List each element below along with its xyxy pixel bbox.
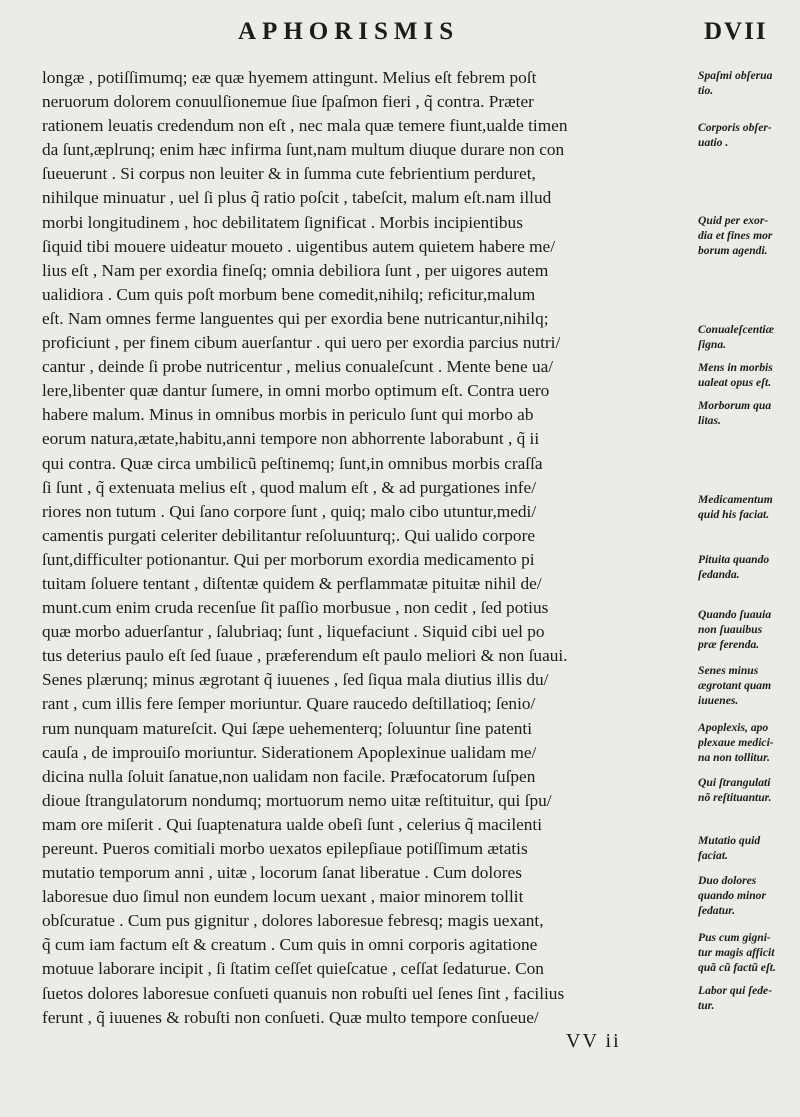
margin-note-line: Pus cum gigni-: [698, 931, 771, 944]
margin-note: [698, 120, 800, 150]
margin-note-line: tio.: [698, 84, 714, 97]
text-line: laboresue duo ſimul non eundem locum uexant , maior minorem tollit: [42, 887, 524, 907]
margin-note-line: Morborum qua: [698, 399, 772, 412]
text-line: camentis purgati celeriter debilitantur reſoluunturq;. Qui ualido corpore: [42, 525, 535, 545]
text-line: quæ morbo aduerſantur , ſalubriaq; ſunt , liquefaciunt . Siquid cibi uel po: [42, 622, 545, 642]
margin-note-line: Qui ſtrangulati: [698, 776, 771, 789]
margin-note: [698, 322, 800, 352]
text-line: cantur , deinde ſi probe nutricentur , melius conualeſcunt . Mente bene ua/: [42, 357, 554, 377]
text-line: obſcuratue . Cum pus gignitur , dolores laboresue febresq; magis uexant,: [42, 911, 544, 931]
text-line: q̃ cum iam factum eſt & creatum . Cum quis in omni corporis agitatione: [42, 935, 538, 955]
margin-note-line: ualeat opus eſt.: [698, 376, 772, 389]
text-line: habere malum. Minus in omnibus morbis in periculo ſunt qui morbo ab: [42, 405, 534, 425]
text-line: dioue ſtrangulatorum nondumq; mortuorum nemo uitæ reſtituitur, qui ſpu/: [42, 790, 552, 810]
text-line: morbi longitudinem , hoc debilitatem ſignificat . Morbis incipientibus: [42, 212, 523, 232]
margin-note-line: faciat.: [698, 849, 728, 862]
margin-note: [698, 663, 800, 708]
text-line: tus deterius paulo eſt ſed ſuaue , præferendum eſt paulo meliori & non ſuaui.: [42, 646, 568, 666]
margin-note-line: iuuenes.: [698, 694, 739, 707]
margin-note-line: quã cũ factũ eſt.: [698, 961, 776, 974]
folio-number: DVII: [704, 18, 768, 45]
margin-note: [698, 873, 800, 918]
margin-note-line: uatio .: [698, 136, 729, 149]
margin-note-line: quid his faciat.: [698, 508, 770, 521]
text-line: lere,libenter quæ dantur ſumere, in omni morbo optimum eſt. Contra uero: [42, 381, 550, 401]
margin-note-line: nõ reſtituantur.: [698, 791, 772, 804]
text-line: neruorum dolorem conuulſionemue ſiue ſpaſmon fieri , q̃ contra. Præter: [42, 92, 534, 112]
text-line: Senes plærunq; minus ægrotant q̃ iuuenes , ſed ſiqua mala diutius illis du/: [42, 670, 549, 690]
text-line: cauſa , de improuiſo moriuntur. Siderationem Apoplexinue ualidam me/: [42, 742, 537, 762]
margin-note: [698, 607, 800, 652]
margin-note-line: quando minor: [698, 889, 766, 902]
text-line: lius eſt , Nam per exordia fineſq; omnia debiliora ſunt , per uigores autem: [42, 260, 549, 280]
text-line: eorum natura,ætate,habitu,anni tempore non abhorrente laborabunt , q̃ ii: [42, 429, 540, 449]
text-line: mam ore miſerit . Qui ſuaptenatura ualde obeſi ſunt , celerius q̃ macilenti: [42, 814, 543, 834]
running-head-title: APHORISMIS: [238, 18, 460, 45]
margin-note: [698, 720, 800, 765]
text-line: eſt. Nam omnes ferme languentes qui per exordia bene nutricantur,nihilq;: [42, 308, 549, 328]
margin-note: [698, 398, 800, 428]
margin-note: [698, 930, 800, 975]
text-line: rum nunquam matureſcit. Qui ſæpe uehementerq; ſoluuntur ſine patenti: [42, 718, 532, 738]
text-line: ualidiora . Cum quis poſt morbum bene comedit,nihilq; reficitur,malum: [42, 284, 536, 304]
margin-note-line: Mutatio quid: [698, 834, 761, 847]
margin-note-line: Apoplexis, apo: [698, 721, 769, 734]
margin-note-line: Duo dolores: [698, 874, 757, 887]
text-line: proficiunt , per finem cibum auerſantur . qui uero per exordia parcius nutri/: [42, 333, 561, 353]
text-line: dicina nulla ſoluit ſanatue,non ualidam non facile. Præfocatorum ſuſpen: [42, 766, 536, 786]
signature-mark: VV ii: [566, 1030, 621, 1052]
text-line: riores non tutum . Qui ſano corpore ſunt , quiq; malo cibo utuntur,medi/: [42, 501, 537, 521]
text-line: tuitam ſoluere tentant , diſtentæ quidem & perflammatæ pituitæ nihil de/: [42, 573, 542, 593]
text-line: qui contra. Quæ circa umbilicũ peſtinemq; ſunt,in omnibus morbis craſſa: [42, 453, 543, 473]
margin-note-line: Quando ſuauia: [698, 608, 772, 621]
margin-note: [698, 775, 800, 805]
margin-note-line: ſedatur.: [698, 904, 736, 917]
margin-note-line: præ ferenda.: [698, 638, 760, 651]
margin-note-line: Pituita quando: [698, 553, 770, 566]
margin-note-line: Quid per exor-: [698, 214, 769, 227]
text-line: ſiquid tibi mouere uideatur moueto . uigentibus autem quietem habere me/: [42, 236, 556, 256]
text-line: motuue laborare incipit , ſi ſtatim ceſſet quieſcatue , ceſſat ſedaturue. Con: [42, 959, 544, 979]
text-line: nihilque minuatur , uel ſi plus q̃ ratio poſcit , tabeſcit, malum eſt.nam illud: [42, 188, 552, 208]
text-line: ſunt,difficulter potionantur. Qui per morborum exordia medicamento pi: [42, 549, 535, 569]
text-line: munt.cum enim cruda recenſue ſit paſſio morbusue , non cedit , ſed potius: [42, 598, 549, 618]
margin-note-line: tur magis afficit: [698, 946, 775, 959]
margin-note-line: Labor qui ſede-: [698, 984, 773, 997]
text-line: ſuetos dolores laboresue conſueti quanuis non robuſti uel ſenes ſint , facilius: [42, 983, 565, 1003]
margin-note-line: borum agendi.: [698, 244, 768, 257]
text-line: pereunt. Pueros comitiali morbo uexatos epilepſiaue potiſſimum ætatis: [42, 839, 528, 858]
margin-note-line: non ſuauibus: [698, 623, 763, 636]
margin-note-line: ſedanda.: [698, 568, 740, 581]
text-line: rationem leuatis credendum non eſt , nec mala quæ temere fiunt,ualde timen: [42, 116, 568, 136]
text-line: longæ , potiſſimumq; eæ quæ hyemem attingunt. Melius eſt febrem poſt: [42, 68, 537, 87]
margin-note-line: na non tollitur.: [698, 751, 770, 764]
margin-note-line: Medicamentum: [698, 493, 773, 506]
margin-note: [698, 213, 800, 258]
margin-note-line: Spaſmi obſerua: [698, 69, 773, 82]
margin-note-line: dia et fines mor: [698, 229, 773, 242]
text-line: da ſunt,æplrunq; enim hæc infirma ſunt,nam multum diuque durare non con: [42, 140, 565, 160]
margin-note: [698, 552, 800, 582]
margin-note-line: litas.: [698, 414, 721, 427]
margin-note-line: tur.: [698, 999, 715, 1012]
margin-note-line: Mens in morbis: [698, 361, 773, 374]
margin-note-line: ſigna.: [698, 338, 727, 351]
margin-note: [698, 983, 800, 1013]
margin-note-line: ægrotant quam: [698, 679, 772, 692]
text-line: mutatio temporum anni , uitæ , locorum ſanat liberatue . Cum dolores: [42, 863, 522, 883]
margin-note-line: Conualeſcentiæ: [698, 323, 775, 336]
text-line: ſueuerunt . Si corpus non leuiter & in ſumma cute febrientium perduret,: [42, 164, 536, 184]
margin-note-line: plexaue medici-: [698, 736, 774, 749]
text-line: rant , cum illis fere ſemper moriuntur. Quare raucedo deſtillatioq; ſenio/: [42, 694, 536, 714]
text-line: ſi ſunt , q̃ extenuata melius eſt , quod malum eſt , & ad purgationes infe/: [42, 477, 537, 497]
margin-note: [698, 833, 800, 863]
margin-note-line: Corporis obſer-: [698, 121, 772, 134]
margin-note: [698, 360, 800, 390]
text-line: ferunt , q̃ iuuenes & robuſti non conſueti. Quæ multo tempore conſueue/: [42, 1007, 539, 1027]
margin-note-line: Senes minus: [698, 664, 759, 677]
main-text-block: [42, 66, 688, 1030]
margin-note: [698, 492, 800, 522]
margin-note: [698, 68, 800, 98]
